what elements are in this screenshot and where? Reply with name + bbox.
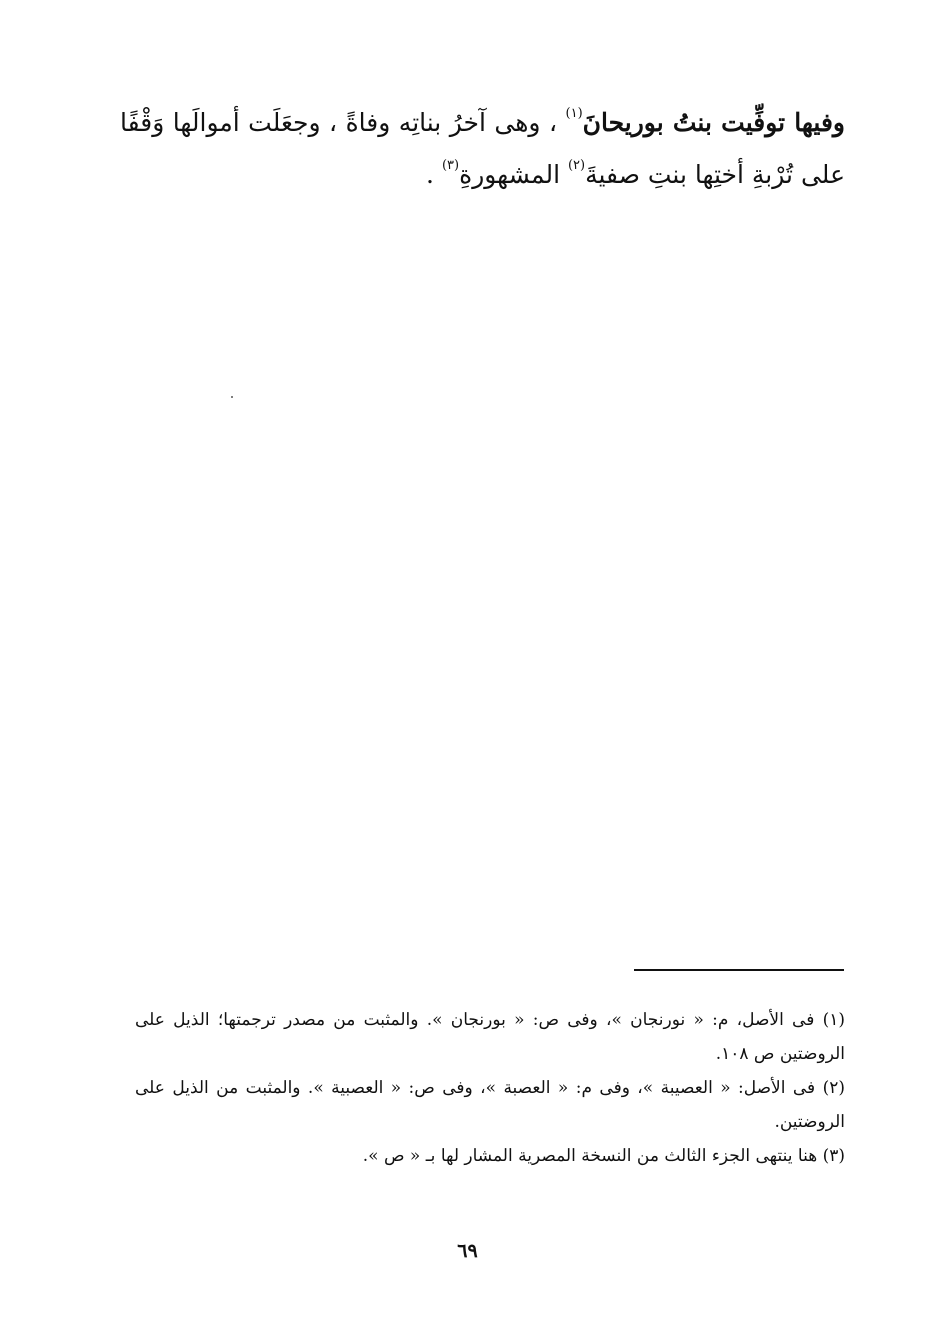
- main-text-bold-opening: وفيها توفِّيت بنتُ بوريحانَ: [582, 108, 845, 137]
- main-text-segment-2: المشهورةِ: [459, 160, 568, 189]
- main-text-end: .: [426, 160, 442, 189]
- main-text-segment-1: ، وهى آخرُ بناتِه وفاةً ، وجعَلَت أموالَها وَقْفًا على تُرْبةِ أختِها بنتِ صفيةَ: [120, 108, 845, 189]
- footnote-1: (١) فى الأصل، م: « نورنجان »، وفى ص: « بورنجان ». والمثبت من مصدر ترجمتها؛ الذيل على الروضتين ص ١٠٨.: [135, 1010, 845, 1064]
- footnote-ref-3[interactable]: (٣): [441, 158, 460, 173]
- footnotes-section: [135, 1003, 845, 1173]
- scan-speck: [231, 396, 233, 398]
- footnote-ref-1[interactable]: (١): [565, 106, 583, 121]
- page-number: ٦٩: [457, 1240, 478, 1262]
- main-paragraph: [120, 97, 845, 201]
- footnote-3: (٣) هنا ينتهى الجزء الثالث من النسخة المصرية المشار لها بـ « ص ».: [362, 1146, 845, 1166]
- footnote-divider: [634, 969, 844, 971]
- footnote-ref-2[interactable]: (٢): [567, 158, 586, 173]
- footnote-2: (٢) فى الأصل: « العصيبة »، وفى م: « العصبة »، وفى ص: « العصبية ». والمثبت من الذيل على الروضتين.: [135, 1078, 845, 1132]
